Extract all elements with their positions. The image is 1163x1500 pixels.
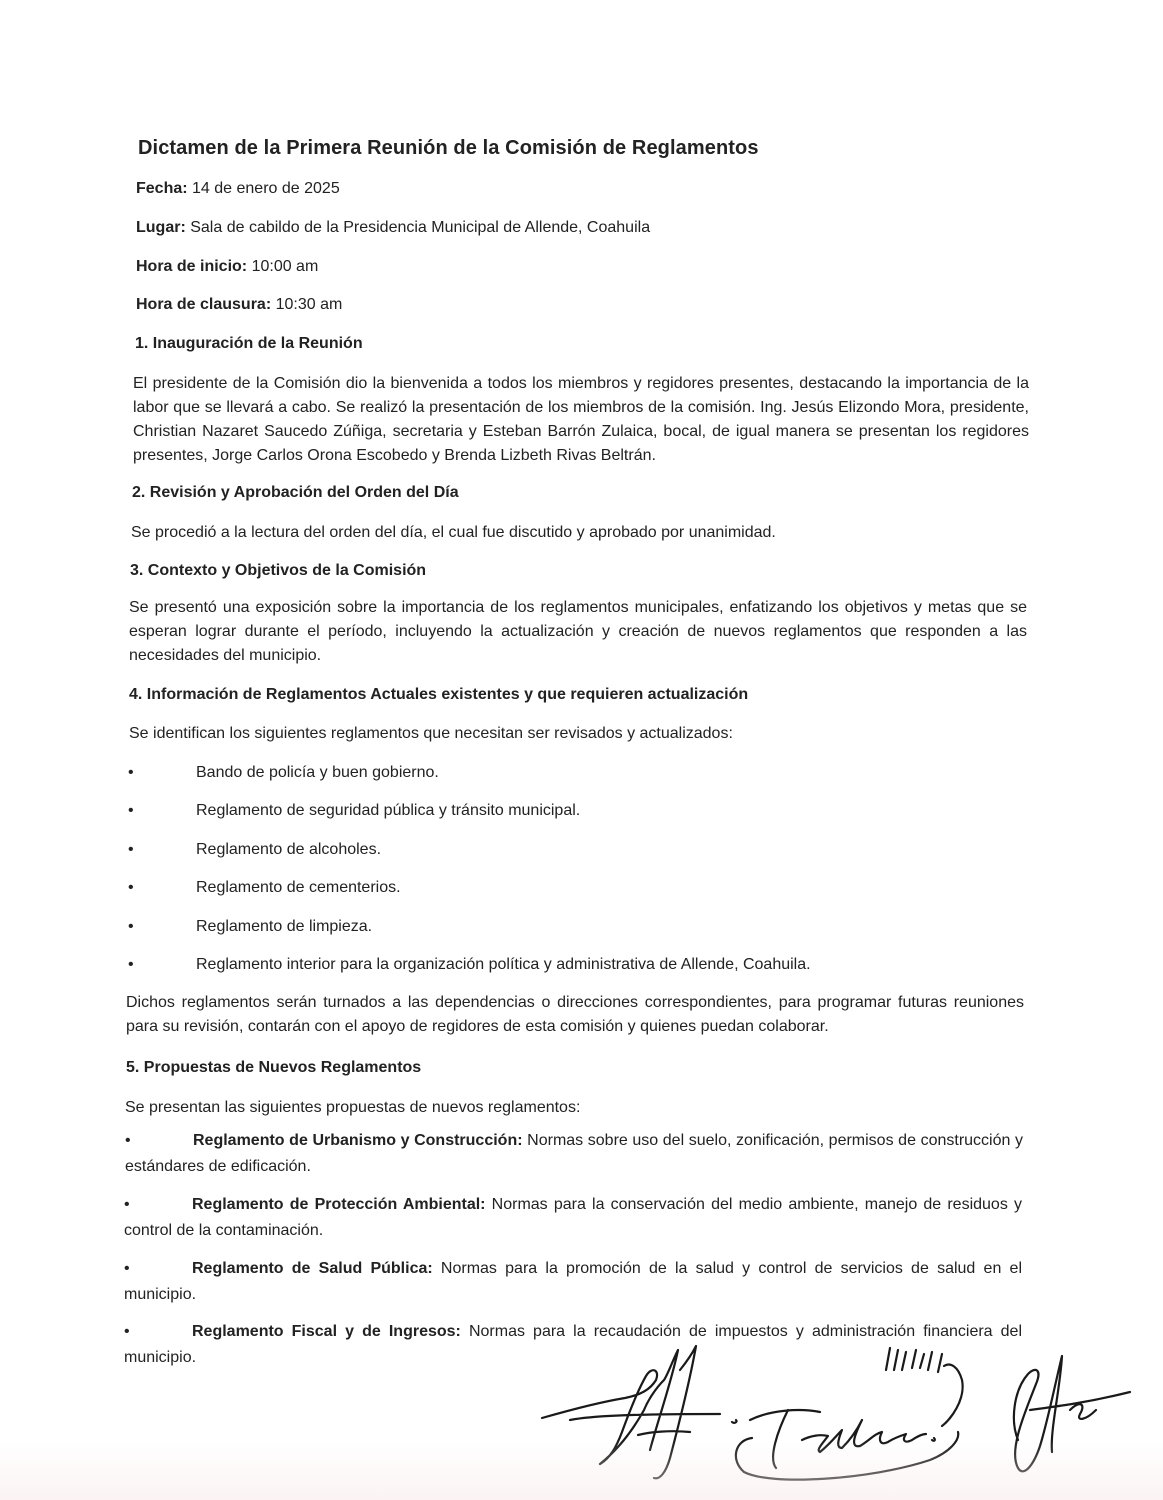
section-4-closing: Dichos reglamentos serán turnados a las dependencias o direcciones correspondientes, para programar futuras reuniones para su revisión, contarán con el apoyo de regidores de esta comisión y quienes puedan colaborar. [126, 994, 1024, 1035]
section-1-heading: 1. Inauguración de la Reunión [135, 335, 363, 352]
proposal-item [125, 1128, 1023, 1180]
section-3-text: Se presentó una exposición sobre la importancia de los reglamentos municipales, enfatizando los objetivos y metas que se esperan lograr durante el período, incluyendo la actualización y creación de nuevos reglamentos que responden a las necesidades del municipio. [129, 599, 1027, 664]
list-item [128, 918, 1028, 940]
proposal-desc: Normas para la conservación del medio ambiente, manejo de residuos y control de la contaminación. [124, 1196, 1022, 1239]
section-4-intro: Se identifican los siguientes reglamentos que necesitan ser revisados y actualizados: [129, 725, 733, 742]
meta-hora-clausura [136, 296, 342, 314]
signatures [530, 1340, 1150, 1500]
bullet-icon: • [124, 1260, 130, 1277]
list-item-text: Reglamento de cementerios. [196, 879, 401, 896]
list-item [128, 841, 1028, 863]
section-3-heading: 3. Contexto y Objetivos de la Comisión [130, 562, 427, 579]
list-item-text: Bando de policía y buen gobierno. [196, 764, 439, 781]
proposal-desc: Normas para la promoción de la salud y control de servicios de salud en el municipio. [124, 1260, 1023, 1303]
proposal-name: Reglamento Fiscal y de Ingresos: [192, 1323, 461, 1340]
fecha-label: Fecha: [136, 180, 188, 197]
lugar-value: Sala de cabildo de la Presidencia Municipal de Allende, Coahuila [185, 219, 651, 236]
proposal-name: Reglamento de Salud Pública: [192, 1260, 433, 1277]
bullet-icon: • [128, 802, 134, 819]
bullet-icon: • [124, 1196, 130, 1213]
meta-hora-inicio [136, 258, 318, 276]
list-item-text: Reglamento de seguridad pública y tránsito municipal. [196, 802, 581, 819]
document-title: Dictamen de la Primera Reunión de la Comisión de Reglamentos [138, 137, 759, 159]
list-item [128, 802, 1028, 824]
signature-2 [732, 1365, 963, 1480]
bullet-icon: • [128, 841, 134, 858]
signature-1 [542, 1346, 720, 1478]
bullet-icon: • [124, 1323, 130, 1340]
proposal-name: Reglamento de Urbanismo y Construcción: [193, 1132, 523, 1149]
bullet-icon: • [128, 879, 134, 896]
list-item-text: Reglamento interior para la organización política y administrativa de Allende, Coahuila. [196, 956, 811, 973]
list-item [128, 764, 1028, 786]
list-item [128, 956, 1028, 978]
fecha-value: 14 de enero de 2025 [187, 180, 340, 197]
bullet-icon: • [125, 1132, 131, 1149]
lugar-label: Lugar: [136, 219, 186, 236]
signature-3 [1014, 1356, 1130, 1471]
list-item [128, 879, 1028, 901]
section-2-text: Se procedió a la lectura del orden del día, el cual fue discutido y aprobado por unanimidad. [131, 524, 776, 541]
meta-fecha [136, 180, 340, 198]
proposal-desc: Normas sobre uso del suelo, zonificación, permisos de construcción y estándares de edificación. [125, 1132, 1024, 1175]
section-5-heading: 5. Propuestas de Nuevos Reglamentos [126, 1059, 422, 1076]
hora-inicio-value: 10:00 am [247, 258, 319, 275]
bullet-icon: • [128, 764, 134, 781]
section-2-heading: 2. Revisión y Aprobación del Orden del Día [132, 484, 459, 501]
hora-inicio-label: Hora de inicio: [136, 258, 248, 275]
section-1-text: El presidente de la Comisión dio la bienvenida a todos los miembros y regidores presentes, destacando la importancia de la labor que se llevará a cabo. Se realizó la presentación de los miembros de la comisión. Ing. Jesús Elizondo Mora, presidente, Christian Nazaret Saucedo Zúñiga, secretaria y Esteban Barrón Zulaica, bocal, de igual manera se presentan los regidores presentes, Jorge Carlos Orona Escobedo y Brenda Lizbeth Rivas Beltrán. [133, 375, 1029, 464]
list-item-text: Reglamento de alcoholes. [196, 841, 382, 858]
hora-clausura-value: 10:30 am [271, 296, 343, 313]
meta-lugar [136, 219, 650, 237]
bullet-icon: • [128, 956, 134, 973]
hora-clausura-label: Hora de clausura: [136, 296, 272, 313]
proposal-desc: Normas para la recaudación de impuestos y administración financiera del municipio. [124, 1323, 1023, 1366]
list-item-text: Reglamento de limpieza. [196, 918, 373, 935]
proposal-item [124, 1192, 1022, 1244]
bullet-icon: • [128, 918, 134, 935]
signature-2-marks [886, 1348, 942, 1372]
proposal-name: Reglamento de Protección Ambiental: [192, 1196, 486, 1213]
section-4-heading: 4. Información de Reglamentos Actuales existentes y que requieren actualización [129, 686, 749, 703]
section-5-intro: Se presentan las siguientes propuestas de nuevos reglamentos: [125, 1099, 581, 1116]
proposal-item [124, 1256, 1022, 1308]
